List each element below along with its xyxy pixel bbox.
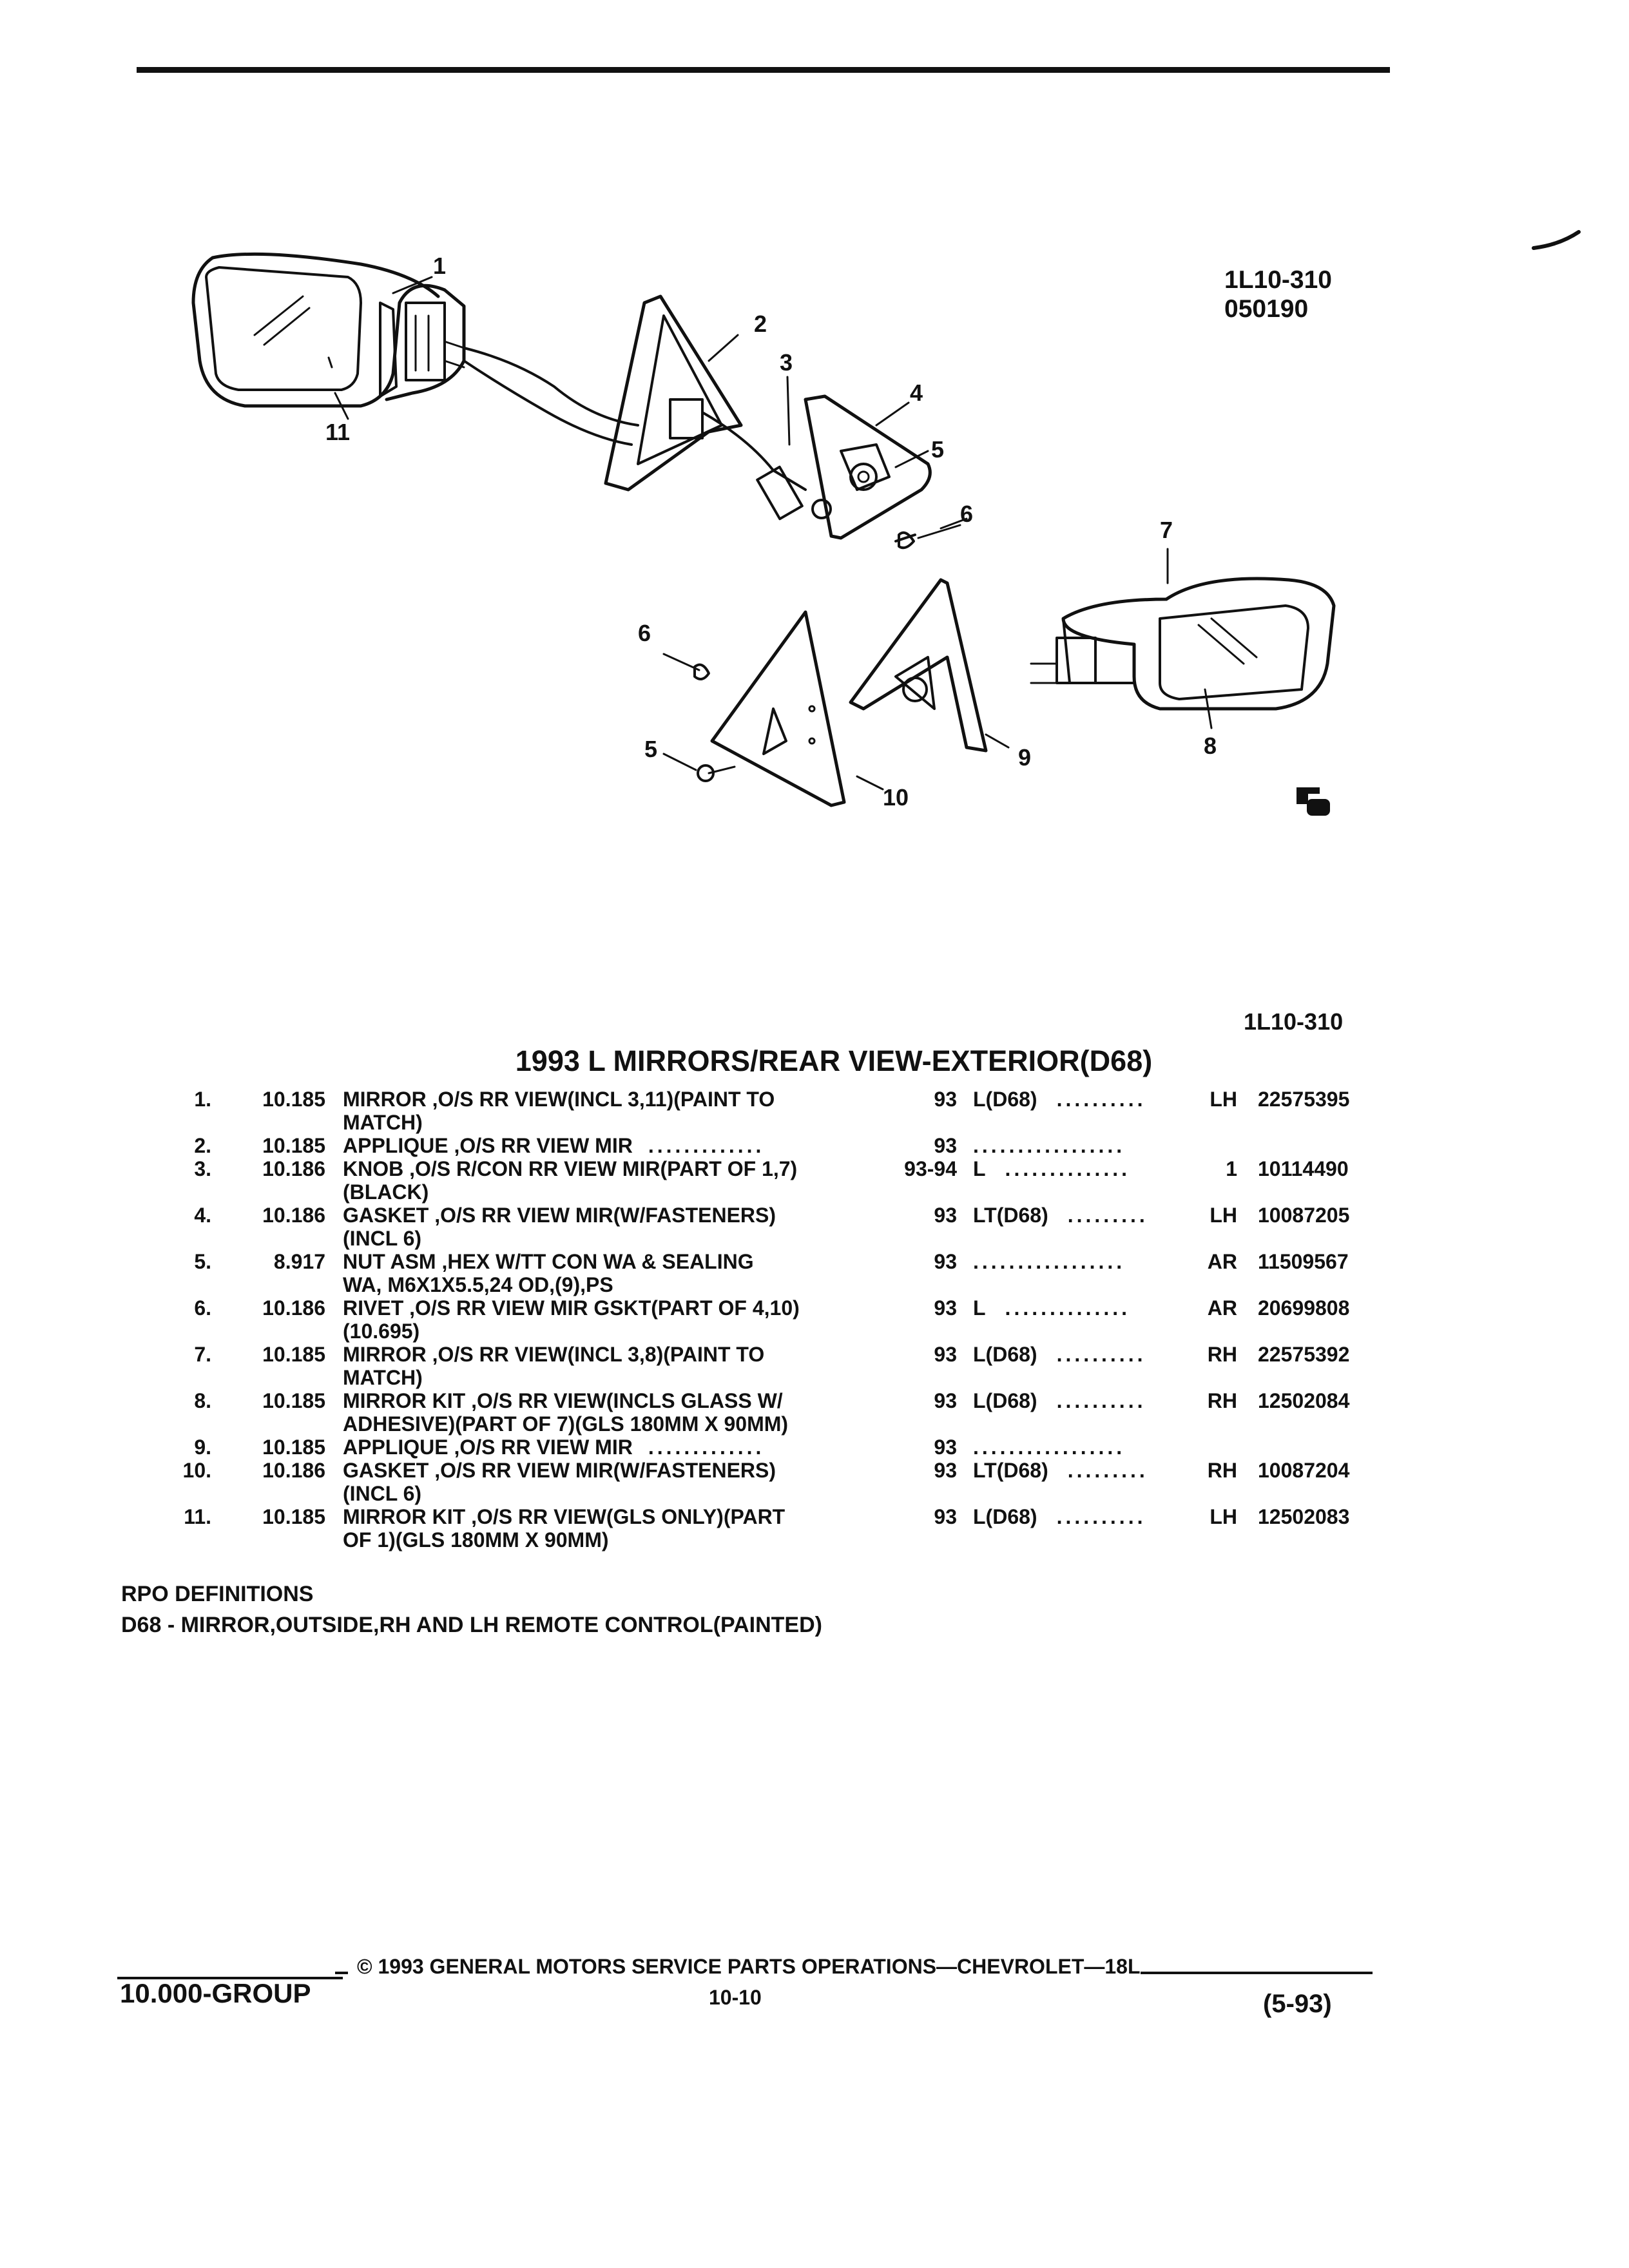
- part-code-cell: [973, 1505, 1146, 1528]
- part-pn: 12502083: [1258, 1505, 1350, 1528]
- part-description-line1: [343, 1389, 884, 1412]
- part-code-cell: [973, 1134, 1125, 1157]
- part-name: NUT ASM: [343, 1250, 436, 1273]
- part-description: [343, 1204, 884, 1250]
- part-qty: 1: [1226, 1157, 1237, 1180]
- part-year: 93: [934, 1204, 957, 1227]
- part-pn: 10114490: [1258, 1157, 1349, 1180]
- part-qty: AR: [1207, 1250, 1237, 1273]
- part-desc-text: ,O/S RR VIEW(INCLS GLASS W/: [471, 1389, 783, 1412]
- part-code-cell: [973, 1343, 1146, 1366]
- part-qty: LH: [1210, 1505, 1237, 1528]
- part-name: MIRROR KIT: [343, 1389, 466, 1412]
- figure-ref: 1L10-310: [1244, 1008, 1344, 1035]
- rivet-6-top-drawing: [896, 525, 960, 548]
- part-row: [0, 1459, 1629, 1505]
- part-group: 10.185: [262, 1505, 325, 1528]
- part-pn: 10087205: [1258, 1204, 1350, 1227]
- footer-date: (5-93): [1263, 1990, 1332, 2018]
- part-group: 10.185: [262, 1436, 325, 1459]
- part-desc-text: ,HEX W/TT CON WA & SEALING: [441, 1250, 754, 1273]
- part-name: RIVET: [343, 1296, 404, 1320]
- figure-id: 1L10-310: [1224, 266, 1332, 294]
- part-code-cell: [973, 1250, 1125, 1273]
- leader-dots: ..........: [1056, 1088, 1146, 1111]
- part-description: [343, 1157, 884, 1204]
- gm-logo-mark: [1296, 787, 1330, 816]
- part-number: 8.: [194, 1389, 211, 1412]
- part-year: 93: [934, 1296, 957, 1320]
- part-number: 6.: [194, 1296, 211, 1320]
- part-pn: 20699808: [1258, 1296, 1350, 1320]
- part-year: 93: [934, 1389, 957, 1412]
- leader-dots: .........: [1067, 1204, 1148, 1227]
- part-code: L: [973, 1296, 986, 1320]
- callout-6b: 6: [638, 620, 651, 646]
- part-pn: 10087204: [1258, 1459, 1350, 1482]
- part-qty: AR: [1207, 1296, 1237, 1320]
- part-code-cell: [973, 1204, 1148, 1227]
- part-name: APPLIQUE: [343, 1134, 448, 1157]
- part-group: 10.186: [262, 1157, 325, 1180]
- page-title: 1993 L MIRRORS/REAR VIEW-EXTERIOR(D68): [515, 1044, 1153, 1077]
- part-year: 93: [934, 1250, 957, 1273]
- footer-page-number: 10-10: [709, 1986, 762, 2009]
- part-group: 10.186: [262, 1459, 325, 1482]
- part-pn: 12502084: [1258, 1389, 1350, 1412]
- part-desc-text: ,O/S RR VIEW(INCL 3,8)(PAINT TO: [432, 1343, 765, 1366]
- part-group: 10.186: [262, 1204, 325, 1227]
- part-code: L(D68): [973, 1088, 1037, 1111]
- leader-dots: ..........: [1056, 1343, 1146, 1366]
- part-description-line2: (INCL 6): [343, 1227, 422, 1250]
- part-description: [343, 1389, 884, 1436]
- part-description-line1: [343, 1250, 884, 1273]
- gasket-10-drawing: [712, 612, 844, 805]
- part-group: 10.186: [262, 1296, 325, 1320]
- part-description: [343, 1436, 884, 1459]
- rpo-definition: D68 - MIRROR,OUTSIDE,RH AND LH REMOTE CONTROL(PAINTED): [121, 1613, 822, 1637]
- leader-dots: .........: [1067, 1459, 1148, 1482]
- part-year: 93: [934, 1088, 957, 1111]
- part-code-cell: [973, 1389, 1146, 1412]
- part-description-line1: [343, 1157, 884, 1180]
- rivet-6-lower-drawing: [664, 654, 709, 679]
- part-desc-text: ,O/S RR VIEW MIR: [454, 1436, 633, 1459]
- part-number: 4.: [194, 1204, 211, 1227]
- part-description: [343, 1459, 884, 1505]
- part-name: GASKET: [343, 1459, 429, 1482]
- callout-1: 1: [433, 253, 447, 279]
- callout-7: 7: [1160, 517, 1173, 543]
- footer-rule-left: [335, 1972, 348, 1974]
- part-code: L(D68): [973, 1505, 1037, 1528]
- part-year: 93: [934, 1134, 957, 1157]
- part-number: 10.: [182, 1459, 211, 1482]
- part-code: L: [973, 1157, 986, 1180]
- callout-3: 3: [780, 349, 793, 376]
- part-description-line2: (INCL 6): [343, 1482, 422, 1505]
- part-group: 10.185: [262, 1389, 325, 1412]
- part-qty: RH: [1207, 1389, 1237, 1412]
- part-desc-text: ,O/S RR VIEW(INCL 3,11)(PAINT TO: [432, 1088, 775, 1111]
- footer-copyright: © 1993 GENERAL MOTORS SERVICE PARTS OPERATIONS—CHEVROLET—18L: [357, 1955, 1141, 1978]
- callout-5: 5: [931, 436, 945, 463]
- part-number: 1.: [194, 1088, 211, 1111]
- part-name: GASKET: [343, 1204, 429, 1227]
- margin-mark: [1534, 232, 1579, 248]
- part-description-line2: MATCH): [343, 1111, 423, 1134]
- nut-5-lower-drawing: [664, 754, 713, 781]
- leader-dots: ..............: [1005, 1296, 1131, 1320]
- part-description: [343, 1250, 884, 1296]
- part-description-line1: [343, 1296, 884, 1320]
- leader-dots: .................: [973, 1134, 1126, 1157]
- part-code: LT(D68): [973, 1204, 1048, 1227]
- part-code-cell: [973, 1459, 1148, 1482]
- part-description-line2: ADHESIVE)(PART OF 7)(GLS 180MM X 90MM): [343, 1412, 789, 1436]
- leader-dots: ..........: [1056, 1389, 1146, 1412]
- callout-10: 10: [883, 784, 909, 811]
- part-code: L(D68): [973, 1389, 1037, 1412]
- part-group: 10.185: [262, 1088, 325, 1111]
- part-number: 7.: [194, 1343, 211, 1366]
- part-description-line1: [343, 1343, 884, 1366]
- part-group: 10.185: [262, 1134, 325, 1157]
- callout-11: 11: [325, 419, 351, 445]
- part-qty: RH: [1207, 1459, 1237, 1482]
- leader-dots: .................: [973, 1250, 1126, 1273]
- callout-8: 8: [1204, 733, 1217, 759]
- part-desc-text: ,O/S R/CON RR VIEW MIR(PART OF 1,7): [409, 1157, 798, 1180]
- applique-2-drawing: [606, 296, 831, 519]
- part-row: [0, 1157, 1629, 1204]
- part-description-line1: [343, 1204, 884, 1227]
- part-description-line2: WA, M6X1X5.5,24 OD,(9),PS: [343, 1273, 613, 1296]
- part-description-line1: [343, 1505, 884, 1528]
- rpo-heading: RPO DEFINITIONS: [121, 1582, 314, 1606]
- part-row: [0, 1088, 1629, 1134]
- part-description-line2: MATCH): [343, 1366, 423, 1389]
- exploded-view-illustration: [0, 0, 1629, 889]
- part-pn: 11509567: [1258, 1250, 1349, 1273]
- footer-rule-right: [1141, 1972, 1373, 1974]
- footer-group: 10.000-GROUP: [120, 1978, 311, 2008]
- part-pn: 22575392: [1258, 1343, 1350, 1366]
- part-year: 93: [934, 1505, 957, 1528]
- part-code-cell: [973, 1436, 1125, 1459]
- part-row: [0, 1505, 1629, 1552]
- part-number: 5.: [194, 1250, 211, 1273]
- part-desc-text: ,O/S RR VIEW MIR(W/FASTENERS): [434, 1204, 776, 1227]
- part-desc-text: ,O/S RR VIEW MIR: [454, 1134, 633, 1157]
- callout-4: 4: [910, 380, 923, 406]
- leader-dots: ..........: [1056, 1505, 1146, 1528]
- part-code: L(D68): [973, 1343, 1037, 1366]
- part-year: 93-94: [904, 1157, 957, 1180]
- part-name: MIRROR KIT: [343, 1505, 466, 1528]
- part-number: 11.: [184, 1505, 211, 1528]
- part-code: LT(D68): [973, 1459, 1048, 1482]
- part-desc-text: ,O/S RR VIEW(GLS ONLY)(PART: [471, 1505, 786, 1528]
- part-description: [343, 1134, 884, 1157]
- part-year: 93: [934, 1459, 957, 1482]
- part-desc-text: ,O/S RR VIEW MIR GSKT(PART OF 4,10): [409, 1296, 800, 1320]
- callout-5b: 5: [644, 736, 658, 762]
- part-description: [343, 1296, 884, 1343]
- part-qty: LH: [1210, 1088, 1237, 1111]
- part-name: MIRROR: [343, 1343, 427, 1366]
- part-qty: LH: [1210, 1204, 1237, 1227]
- part-description-line1: [343, 1134, 884, 1157]
- part-description-line1: [343, 1459, 884, 1482]
- part-description-line2: (BLACK): [343, 1180, 429, 1204]
- part-pn: 22575395: [1258, 1088, 1350, 1111]
- part-code-cell: [973, 1296, 1130, 1320]
- callout-2: 2: [754, 311, 767, 337]
- part-description: [343, 1505, 884, 1552]
- leader-dots: ..............: [1005, 1157, 1131, 1180]
- part-code-cell: [973, 1088, 1146, 1111]
- rh-mirror-drawing: [1031, 579, 1334, 709]
- desc-leader-dots: .............: [648, 1436, 765, 1459]
- figure-id-block: [1224, 265, 1332, 323]
- part-group: 8.917: [273, 1250, 325, 1273]
- part-year: 93: [934, 1343, 957, 1366]
- callout-6: 6: [960, 501, 974, 527]
- part-group: 10.185: [262, 1343, 325, 1366]
- part-row: [0, 1204, 1629, 1250]
- part-description-line2: OF 1)(GLS 180MM X 90MM): [343, 1528, 609, 1552]
- part-description-line1: [343, 1436, 884, 1459]
- lh-mirror-drawing: [193, 254, 638, 445]
- part-qty: RH: [1207, 1343, 1237, 1366]
- leader-dots: .................: [973, 1436, 1126, 1459]
- part-name: MIRROR: [343, 1088, 427, 1111]
- applique-9-drawing: [851, 580, 986, 751]
- part-description: [343, 1343, 884, 1389]
- part-code-cell: [973, 1157, 1130, 1180]
- part-row: [0, 1296, 1629, 1343]
- part-row: [0, 1389, 1629, 1436]
- rpo-definitions: [121, 1579, 822, 1640]
- part-description-line2: (10.695): [343, 1320, 420, 1343]
- part-name: KNOB: [343, 1157, 404, 1180]
- part-number: 3.: [194, 1157, 211, 1180]
- part-row: [0, 1250, 1629, 1296]
- callout-9: 9: [1018, 744, 1032, 771]
- part-year: 93: [934, 1436, 957, 1459]
- figure-date: 050190: [1224, 295, 1309, 323]
- part-description-line1: [343, 1088, 884, 1111]
- part-number: 2.: [194, 1134, 211, 1157]
- desc-leader-dots: .............: [648, 1134, 765, 1157]
- part-desc-text: ,O/S RR VIEW MIR(W/FASTENERS): [434, 1459, 776, 1482]
- part-name: APPLIQUE: [343, 1436, 448, 1459]
- part-description: [343, 1088, 884, 1134]
- part-row: [0, 1343, 1629, 1389]
- part-number: 9.: [194, 1436, 211, 1459]
